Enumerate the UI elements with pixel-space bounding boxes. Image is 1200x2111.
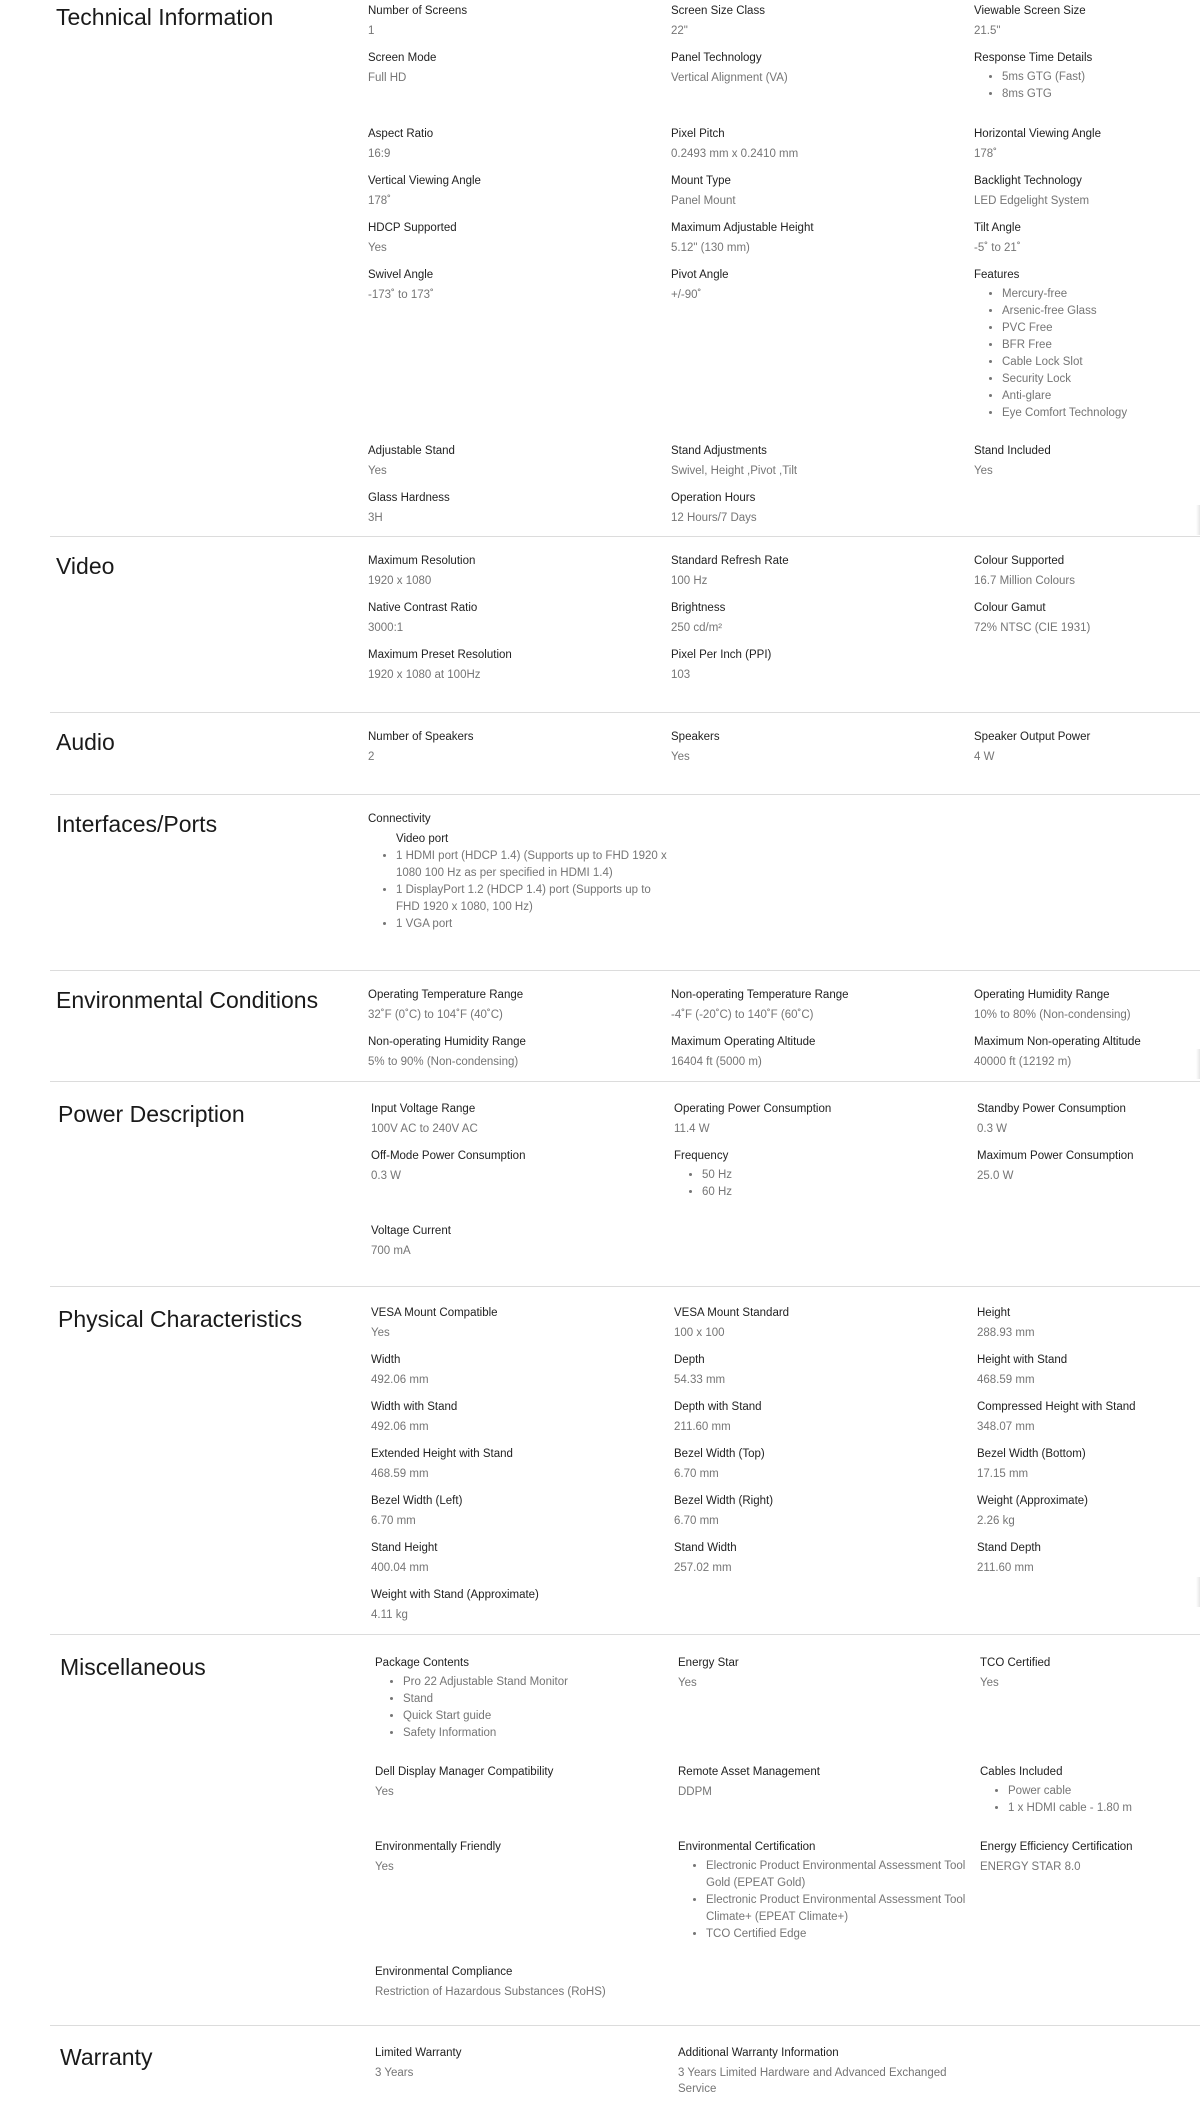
spec-value: Yes xyxy=(368,465,387,477)
spec-value: 4.11 kg xyxy=(371,1609,408,1621)
spec-label: Vertical Viewing Angle xyxy=(368,175,481,187)
spec-value: 492.06 mm xyxy=(371,1374,429,1386)
spec-value: 6.70 mm xyxy=(674,1468,719,1480)
spec-label: Energy Efficiency Certification xyxy=(980,1841,1133,1853)
spec-swivel-angle xyxy=(368,267,668,303)
spec-extended-height-with-stand xyxy=(371,1446,671,1482)
spec-value: 492.06 mm xyxy=(371,1421,429,1433)
spec-depth xyxy=(674,1352,974,1388)
spec-features xyxy=(974,267,1200,422)
list-item: • 1 DisplayPort 1.2 (HDCP 1.4) port (Supports up to FHD 1920 x 1080, 100 Hz) xyxy=(396,882,668,916)
spec-label: Width with Stand xyxy=(371,1401,458,1413)
spec-label: Environmental Compliance xyxy=(375,1966,513,1978)
spec-value: Full HD xyxy=(368,72,407,84)
spec-label: Maximum Non-operating Altitude xyxy=(974,1036,1141,1048)
spec-value: 22" xyxy=(671,25,688,37)
spec-label: Number of Screens xyxy=(368,5,468,17)
spec-mount-type xyxy=(671,173,971,209)
spec-viewable-screen-size xyxy=(974,3,1200,39)
edge-mark xyxy=(1196,1577,1200,1607)
spec-label: Stand Depth xyxy=(977,1542,1041,1554)
spec-label: Frequency xyxy=(674,1150,729,1162)
spec-environmental-compliance xyxy=(375,1964,675,2000)
spec-off-mode-power xyxy=(371,1148,671,1184)
spec-value: Swivel, Height ,Pivot ,Tilt xyxy=(671,465,798,477)
spec-package-contents xyxy=(375,1655,675,1742)
spec-label: Pixel Pitch xyxy=(671,128,725,140)
spec-label: Additional Warranty Information xyxy=(678,2047,839,2059)
spec-value: 1 xyxy=(368,25,375,37)
list-item: • Arsenic-free Glass xyxy=(1002,303,1200,320)
spec-energy-efficiency-certification xyxy=(980,1839,1200,1875)
spec-value: 2 xyxy=(368,751,375,763)
spec-value: 16.7 Million Colours xyxy=(974,575,1075,587)
spec-list xyxy=(980,1783,1200,1817)
spec-value: -173˚ to 173˚ xyxy=(368,289,434,301)
section-physical-characteristics xyxy=(50,1286,1200,1635)
spec-width xyxy=(371,1352,671,1388)
spec-speakers xyxy=(671,729,971,765)
section-audio xyxy=(50,712,1200,795)
spec-value: Yes xyxy=(368,242,387,254)
spec-frequency xyxy=(674,1148,974,1201)
spec-screen-size-class xyxy=(671,3,971,39)
spec-value: 6.70 mm xyxy=(674,1515,719,1527)
spec-value: 21.5" xyxy=(974,25,1001,37)
spec-label: Weight (Approximate) xyxy=(977,1495,1088,1507)
section-title: Environmental Conditions xyxy=(56,987,319,1013)
list-item: • 8ms GTG xyxy=(1002,86,1200,103)
spec-label: Dell Display Manager Compatibility xyxy=(375,1766,554,1778)
spec-label: Package Contents xyxy=(375,1657,469,1669)
sub-heading-video-port: Video port xyxy=(396,833,449,845)
spec-weight-with-stand xyxy=(371,1587,671,1623)
spec-value: Yes xyxy=(375,1861,394,1873)
section-title: Power Description xyxy=(58,1101,245,1127)
spec-value: DDPM xyxy=(678,1786,712,1798)
spec-value: 6.70 mm xyxy=(371,1515,416,1527)
list-item: • 5ms GTG (Fast) xyxy=(1002,69,1200,86)
spec-label: Speakers xyxy=(671,731,720,743)
spec-value: 3 Years Limited Hardware and Advanced Exchanged Service xyxy=(678,2067,947,2095)
spec-value: 32˚F (0˚C) to 104˚F (40˚C) xyxy=(368,1009,503,1021)
spec-value: 16:9 xyxy=(368,148,391,160)
list-item: • TCO Certified Edge xyxy=(706,1926,978,1943)
spec-tilt-angle xyxy=(974,220,1200,256)
spec-value: 178˚ xyxy=(974,148,998,160)
spec-value: 1920 x 1080 at 100Hz xyxy=(368,669,481,681)
spec-value: 100 Hz xyxy=(671,575,708,587)
spec-stand-depth xyxy=(977,1540,1200,1576)
spec-dell-display-manager xyxy=(375,1764,675,1800)
spec-value: 10% to 80% (Non-condensing) xyxy=(974,1009,1131,1021)
edge-mark xyxy=(1196,1049,1200,1079)
spec-brightness xyxy=(671,600,971,636)
spec-value: Yes xyxy=(375,1786,394,1798)
spec-label: Stand Adjustments xyxy=(671,445,767,457)
spec-list xyxy=(974,286,1200,422)
spec-label: Horizontal Viewing Angle xyxy=(974,128,1102,140)
list-item: • 1 VGA port xyxy=(396,916,668,933)
spec-label: Tilt Angle xyxy=(974,222,1021,234)
spec-operating-power xyxy=(674,1101,974,1137)
spec-label: Features xyxy=(974,269,1020,281)
section-title: Technical Information xyxy=(56,4,274,30)
section-title: Video xyxy=(56,553,115,579)
spec-colour-gamut xyxy=(974,600,1200,636)
spec-tco-certified xyxy=(980,1655,1200,1691)
spec-label: Speaker Output Power xyxy=(974,731,1091,743)
section-interfaces-ports xyxy=(50,794,1200,971)
spec-label: Bezel Width (Bottom) xyxy=(977,1448,1086,1460)
spec-height-with-stand xyxy=(977,1352,1200,1388)
spec-list xyxy=(674,1167,974,1201)
section-environmental-conditions xyxy=(50,970,1200,1082)
spec-stand-adjustments xyxy=(671,443,971,479)
spec-value: -4˚F (-20˚C) to 140˚F (60˚C) xyxy=(671,1009,814,1021)
section-title: Audio xyxy=(56,729,115,755)
spec-label: Remote Asset Management xyxy=(678,1766,820,1778)
spec-stand-included xyxy=(974,443,1200,479)
list-item: • 50 Hz xyxy=(702,1167,974,1184)
spec-label: Panel Technology xyxy=(671,52,762,64)
spec-input-voltage-range xyxy=(371,1101,671,1137)
spec-label: Energy Star xyxy=(678,1657,739,1669)
spec-glass-hardness xyxy=(368,490,668,526)
section-warranty xyxy=(50,2025,1200,2111)
spec-label: Colour Gamut xyxy=(974,602,1046,614)
list-item: • Power cable xyxy=(1008,1783,1200,1800)
section-title: Interfaces/Ports xyxy=(56,811,218,837)
spec-vesa-mount-compatible xyxy=(371,1305,671,1341)
spec-value: 103 xyxy=(671,669,691,681)
list-item: • Electronic Product Environmental Assessment Tool Gold (EPEAT Gold) xyxy=(706,1858,978,1892)
spec-value: Yes xyxy=(980,1677,999,1689)
spec-value: 25.0 W xyxy=(977,1170,1014,1182)
list-item: • Safety Information xyxy=(403,1725,675,1742)
spec-label: Screen Mode xyxy=(368,52,437,64)
spec-label: Bezel Width (Top) xyxy=(674,1448,765,1460)
spec-operating-temperature xyxy=(368,987,668,1023)
spec-list xyxy=(974,69,1200,103)
spec-depth-with-stand xyxy=(674,1399,974,1435)
spec-voltage-current xyxy=(371,1223,671,1259)
spec-additional-warranty xyxy=(678,2045,978,2097)
spec-label: Maximum Power Consumption xyxy=(977,1150,1134,1162)
spec-vesa-mount-standard xyxy=(674,1305,974,1341)
list-item: • Electronic Product Environmental Assessment Tool Climate+ (EPEAT Climate+) xyxy=(706,1892,978,1926)
spec-value: -5˚ to 21˚ xyxy=(974,242,1021,254)
spec-label: Maximum Operating Altitude xyxy=(671,1036,816,1048)
spec-remote-asset-management xyxy=(678,1764,978,1800)
list-item: • Quick Start guide xyxy=(403,1708,675,1725)
list-item: • Cable Lock Slot xyxy=(1002,354,1200,371)
spec-label: Pivot Angle xyxy=(671,269,729,281)
spec-weight-approximate xyxy=(977,1493,1200,1529)
spec-label: Standard Refresh Rate xyxy=(671,555,789,567)
spec-label: VESA Mount Compatible xyxy=(371,1307,498,1319)
spec-label: Adjustable Stand xyxy=(368,445,455,457)
spec-label: Viewable Screen Size xyxy=(974,5,1086,17)
spec-label: Limited Warranty xyxy=(375,2047,462,2059)
spec-label: Operating Power Consumption xyxy=(674,1103,832,1115)
edge-mark xyxy=(1196,505,1200,535)
spec-max-non-operating-altitude xyxy=(974,1034,1200,1070)
spec-compressed-height-with-stand xyxy=(977,1399,1200,1435)
spec-value: Yes xyxy=(671,751,690,763)
spec-value: 0.3 W xyxy=(371,1170,402,1182)
spec-bezel-width-bottom xyxy=(977,1446,1200,1482)
spec-value: Yes xyxy=(974,465,993,477)
spec-value: 3000:1 xyxy=(368,622,404,634)
spec-label: Non-operating Temperature Range xyxy=(671,989,849,1001)
spec-maximum-resolution xyxy=(368,553,668,589)
spec-backlight-technology xyxy=(974,173,1200,209)
spec-value: 100 x 100 xyxy=(674,1327,725,1339)
spec-adjustable-stand xyxy=(368,443,668,479)
spec-label: Environmental Certification xyxy=(678,1841,816,1853)
spec-value: 54.33 mm xyxy=(674,1374,726,1386)
spec-label: Compressed Height with Stand xyxy=(977,1401,1136,1413)
spec-screen-mode xyxy=(368,50,668,86)
spec-standby-power xyxy=(977,1101,1200,1137)
section-title: Warranty xyxy=(60,2044,153,2070)
spec-environmentally-friendly xyxy=(375,1839,675,1875)
spec-value: ENERGY STAR 8.0 xyxy=(980,1861,1081,1873)
spec-native-contrast-ratio xyxy=(368,600,668,636)
spec-value: 178˚ xyxy=(368,195,392,207)
spec-label: Stand Height xyxy=(371,1542,438,1554)
list-item: • PVC Free xyxy=(1002,320,1200,337)
spec-label: Standby Power Consumption xyxy=(977,1103,1126,1115)
spec-value: 211.60 mm xyxy=(674,1421,731,1433)
spec-label: Weight with Stand (Approximate) xyxy=(371,1589,539,1601)
spec-value: 11.4 W xyxy=(674,1123,710,1135)
spec-value: 400.04 mm xyxy=(371,1562,429,1574)
spec-value: 3H xyxy=(368,512,383,524)
spec-horizontal-viewing-angle xyxy=(974,126,1200,162)
spec-value: +/-90˚ xyxy=(671,289,702,301)
spec-label: Pixel Per Inch (PPI) xyxy=(671,649,772,661)
spec-value: 5.12" (130 mm) xyxy=(671,242,750,254)
spec-label: Glass Hardness xyxy=(368,492,450,504)
spec-value: 0.3 W xyxy=(977,1123,1008,1135)
spec-value: Yes xyxy=(678,1677,697,1689)
spec-max-power xyxy=(977,1148,1200,1184)
list-item: • Eye Comfort Technology xyxy=(1002,405,1200,422)
spec-label: Stand Width xyxy=(674,1542,737,1554)
spec-width-with-stand xyxy=(371,1399,671,1435)
spec-environmental-certification xyxy=(678,1839,978,1943)
list-item: • 1 x HDMI cable - 1.80 m xyxy=(1008,1800,1200,1817)
spec-label: Depth xyxy=(674,1354,705,1366)
spec-max-operating-altitude xyxy=(671,1034,971,1070)
spec-bezel-width-top xyxy=(674,1446,974,1482)
spec-label: HDCP Supported xyxy=(368,222,457,234)
spec-value: LED Edgelight System xyxy=(974,195,1090,207)
spec-limited-warranty xyxy=(375,2045,675,2081)
spec-hdcp-supported xyxy=(368,220,668,256)
spec-number-of-screens xyxy=(368,3,668,39)
spec-label: Operating Humidity Range xyxy=(974,989,1110,1001)
spec-number-of-speakers xyxy=(368,729,668,765)
spec-list xyxy=(368,848,668,933)
spec-value: 100V AC to 240V AC xyxy=(371,1123,478,1135)
spec-value: 40000 ft (12192 m) xyxy=(974,1056,1072,1068)
list-item: • Pro 22 Adjustable Stand Monitor xyxy=(403,1674,675,1691)
spec-value: Restriction of Hazardous Substances (RoHS) xyxy=(375,1986,606,1998)
spec-label: Extended Height with Stand xyxy=(371,1448,513,1460)
spec-height xyxy=(977,1305,1200,1341)
list-item: • 1 HDMI port (HDCP 1.4) (Supports up to FHD 1920 x 1080 100 Hz as per specified in HDMI 1.4) xyxy=(396,848,668,882)
spec-response-time xyxy=(974,50,1200,103)
spec-operating-humidity xyxy=(974,987,1200,1023)
spec-value: 468.59 mm xyxy=(977,1374,1035,1386)
spec-label: Response Time Details xyxy=(974,52,1093,64)
spec-max-adjustable-height xyxy=(671,220,971,256)
spec-list xyxy=(678,1858,978,1943)
spec-panel-technology xyxy=(671,50,971,86)
spec-label: Mount Type xyxy=(671,175,731,187)
spec-value: 257.02 mm xyxy=(674,1562,732,1574)
spec-label: Bezel Width (Left) xyxy=(371,1495,463,1507)
spec-label: Voltage Current xyxy=(371,1225,451,1237)
spec-label: Backlight Technology xyxy=(974,175,1082,187)
spec-value: 700 mA xyxy=(371,1245,411,1257)
spec-value: 16404 ft (5000 m) xyxy=(671,1056,762,1068)
spec-value: 211.60 mm xyxy=(977,1562,1034,1574)
spec-value: 3 Years xyxy=(375,2067,414,2079)
list-item: • Mercury-free xyxy=(1002,286,1200,303)
spec-label: Stand Included xyxy=(974,445,1051,457)
spec-standard-refresh-rate xyxy=(671,553,971,589)
spec-label: Off-Mode Power Consumption xyxy=(371,1150,526,1162)
spec-value: 348.07 mm xyxy=(977,1421,1035,1433)
section-title: Physical Characteristics xyxy=(58,1306,303,1332)
spec-value: 0.2493 mm x 0.2410 mm xyxy=(671,148,799,160)
spec-value: 1920 x 1080 xyxy=(368,575,432,587)
spec-stand-width xyxy=(674,1540,974,1576)
spec-pixel-pitch xyxy=(671,126,971,162)
spec-label: Operation Hours xyxy=(671,492,756,504)
spec-value: Vertical Alignment (VA) xyxy=(671,72,788,84)
spec-energy-star xyxy=(678,1655,978,1691)
spec-label: Maximum Preset Resolution xyxy=(368,649,512,661)
spec-pivot-angle xyxy=(671,267,971,303)
spec-label: Screen Size Class xyxy=(671,5,765,17)
section-technical-information xyxy=(50,0,1200,536)
spec-label: Maximum Adjustable Height xyxy=(671,222,814,234)
section-miscellaneous xyxy=(50,1634,1200,2026)
spec-value: 2.26 kg xyxy=(977,1515,1015,1527)
list-item: • Security Lock xyxy=(1002,371,1200,388)
spec-speaker-output-power xyxy=(974,729,1200,765)
spec-pixel-per-inch xyxy=(671,647,971,683)
spec-colour-supported xyxy=(974,553,1200,589)
section-video xyxy=(50,536,1200,713)
spec-value: 4 W xyxy=(974,751,995,763)
list-item: • BFR Free xyxy=(1002,337,1200,354)
spec-label: Depth with Stand xyxy=(674,1401,762,1413)
spec-bezel-width-left xyxy=(371,1493,671,1529)
spec-value: 12 Hours/7 Days xyxy=(671,512,757,524)
spec-non-operating-humidity xyxy=(368,1034,668,1070)
spec-label: Operating Temperature Range xyxy=(368,989,524,1001)
spec-label: VESA Mount Standard xyxy=(674,1307,790,1319)
spec-vertical-viewing-angle xyxy=(368,173,668,209)
spec-label: Swivel Angle xyxy=(368,269,434,281)
spec-value: 17.15 mm xyxy=(977,1468,1029,1480)
spec-label: Native Contrast Ratio xyxy=(368,602,478,614)
spec-bezel-width-right xyxy=(674,1493,974,1529)
spec-label: Non-operating Humidity Range xyxy=(368,1036,526,1048)
spec-non-operating-temperature xyxy=(671,987,971,1023)
list-item: • Stand xyxy=(403,1691,675,1708)
spec-value: 250 cd/m² xyxy=(671,622,723,634)
list-item: • Anti-glare xyxy=(1002,388,1200,405)
spec-label: Input Voltage Range xyxy=(371,1103,476,1115)
spec-max-preset-resolution xyxy=(368,647,668,683)
spec-value: 468.59 mm xyxy=(371,1468,429,1480)
spec-value: 5% to 90% (Non-condensing) xyxy=(368,1056,519,1068)
spec-connectivity xyxy=(368,811,668,933)
spec-label: Height with Stand xyxy=(977,1354,1068,1366)
spec-stand-height xyxy=(371,1540,671,1576)
spec-aspect-ratio xyxy=(368,126,668,162)
spec-value: 288.93 mm xyxy=(977,1327,1035,1339)
spec-operation-hours xyxy=(671,490,971,526)
spec-list xyxy=(375,1674,675,1742)
section-power-description xyxy=(50,1081,1200,1287)
spec-label: Number of Speakers xyxy=(368,731,474,743)
spec-label: Connectivity xyxy=(368,813,431,825)
spec-label: Maximum Resolution xyxy=(368,555,476,567)
spec-label: Colour Supported xyxy=(974,555,1065,567)
spec-cables-included xyxy=(980,1764,1200,1817)
spec-label: Environmentally Friendly xyxy=(375,1841,501,1853)
spec-label: Aspect Ratio xyxy=(368,128,434,140)
spec-label: Bezel Width (Right) xyxy=(674,1495,774,1507)
section-title: Miscellaneous xyxy=(60,1654,206,1680)
spec-label: Cables Included xyxy=(980,1766,1063,1778)
spec-value: Yes xyxy=(371,1327,390,1339)
spec-label: Brightness xyxy=(671,602,726,614)
spec-label: Width xyxy=(371,1354,401,1366)
spec-label: Height xyxy=(977,1307,1011,1319)
spec-value: 72% NTSC (CIE 1931) xyxy=(974,622,1091,634)
list-item: • 60 Hz xyxy=(702,1184,974,1201)
spec-label: TCO Certified xyxy=(980,1657,1051,1669)
spec-value: Panel Mount xyxy=(671,195,736,207)
